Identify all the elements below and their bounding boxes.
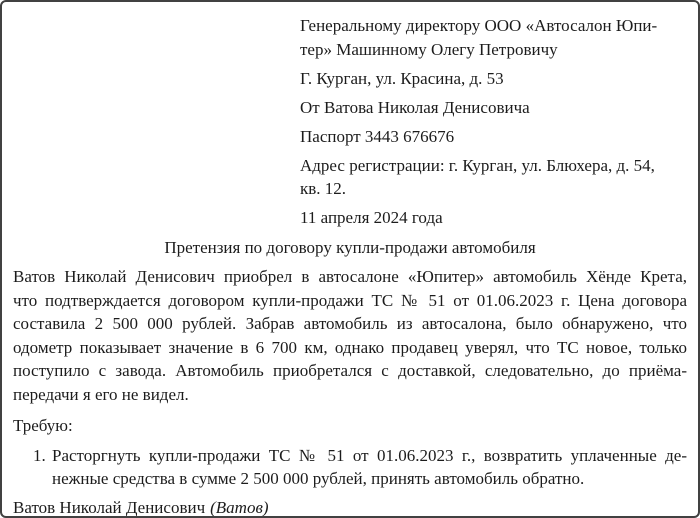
- demands-lead: Требую:: [13, 416, 73, 435]
- demand-line: Расторгнуть купли-продажи ТС № 51 от 01.06.2023 г., возвратить уплаченные де-: [52, 445, 687, 465]
- signature-name: Ватов Николай Денисович: [13, 497, 206, 517]
- paragraph-line: Ватов Николай Денисович приобрел в автосалоне «Юпитер» автомобиль Хёнде Крета,: [13, 267, 687, 286]
- paragraph-line: составила 2 500 000 рублей. Забрав автомобиль из автосалона, было обнаружено, что: [13, 314, 687, 333]
- claim-body-paragraph: [13, 265, 687, 406]
- list-marker: 1.: [33, 445, 46, 465]
- paragraph-line: одометр показывает значение в 6 700 км, однако продавец уверял, что ТС новое, только: [13, 337, 687, 357]
- recipient-addressee: [300, 14, 687, 61]
- recipient-line: Паспорт 3443 676676: [300, 126, 455, 146]
- demand-item: [13, 444, 687, 491]
- recipient-line: Г. Курган, ул. Красина, д. 53: [300, 68, 504, 88]
- paragraph-line: передачи я его не видел.: [13, 384, 189, 404]
- demand-line: нежные средства в сумме 2 500 000 рублей, принять автомобиль обратно.: [52, 469, 585, 488]
- recipient-line: Адрес регистрации: г. Курган, ул. Блюхера, д. 54,: [300, 155, 655, 175]
- recipient-line: кв. 12.: [300, 179, 347, 198]
- signature-line: [13, 496, 687, 518]
- recipient-line: Генеральному директору ООО «Автосалон Юпи-: [300, 16, 658, 35]
- sender-registration-address: [300, 154, 687, 201]
- document-date: [300, 206, 687, 230]
- recipient-line: тер» Машинному Олегу Петровичу: [300, 39, 558, 59]
- paragraph-line: что подтверждается договором купли-продажи ТС № 51 от 01.06.2023 г. Цена договора: [13, 290, 687, 310]
- recipient-address: [300, 67, 687, 91]
- sender-name: [300, 96, 687, 120]
- document-title: Претензия по договору купли-продажи автомобиля: [164, 237, 536, 257]
- signature-handwritten: (Ватов): [210, 497, 269, 517]
- recipient-line: От Ватова Николая Денисовича: [300, 97, 530, 117]
- recipient-block: [300, 14, 687, 230]
- paragraph-line: поступило с завода. Автомобиль приобретался с доставкой, следовательно, до приёма-: [13, 361, 687, 380]
- recipient-line: 11 апреля 2024 года: [300, 208, 443, 227]
- sender-passport: [300, 125, 687, 149]
